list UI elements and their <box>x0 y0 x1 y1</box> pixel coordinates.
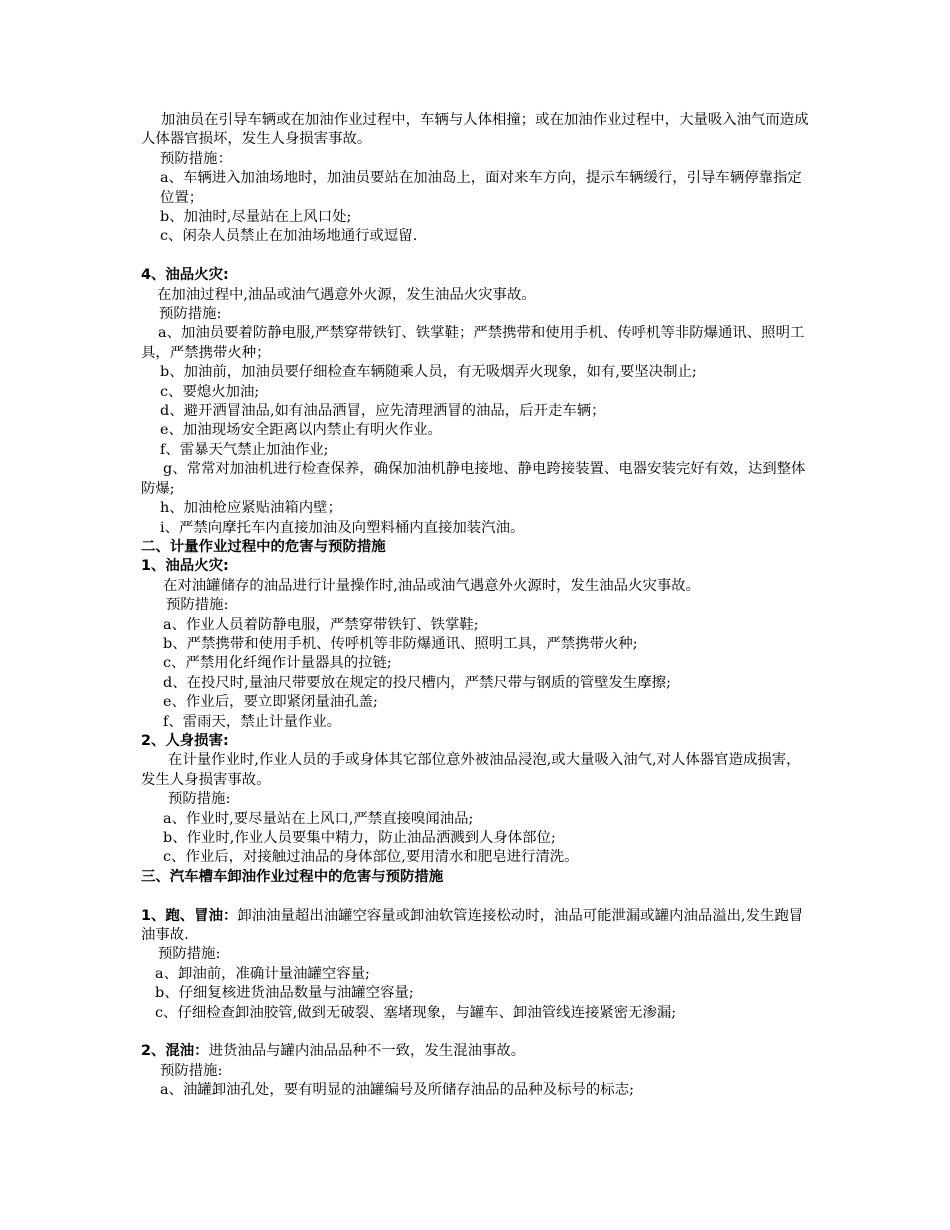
section3-heading: 三、汽车槽车卸油作业过程中的危害与预防措施 <box>141 868 444 885</box>
fire-refuel-item-h: h、加油枪应紧贴油箱内壁； <box>160 500 342 517</box>
section3-mixing-measures-label: 预防措施: <box>160 1062 223 1079</box>
section3-overflow-measures-label: 预防措施: <box>158 946 221 963</box>
fire-refuel-item-b: b、加油前，加油员要仔细检查车辆随乘人员，有无吸烟弄火现象，如有,要坚决制止; <box>160 364 697 381</box>
section2-fire-item-c: c、严禁用化纤绳作计量器具的拉链; <box>163 655 392 672</box>
section3-overflow-block <box>141 907 811 946</box>
section2-injury-item-c: c、作业后，对接触过油品的身体部位,要用清水和肥皂进行清洗。 <box>163 849 579 866</box>
intro-item-a: a、车辆进入加油场地时，加油员要站在加油岛上，面对来车方向，提示车辆缓行，引导车辆停靠指定位置； <box>160 170 802 206</box>
fire-refuel-measures-label: 预防措施: <box>159 306 222 323</box>
section3-overflow-paragraph: 卸油油量超出油罐空容量或卸油软管连接松动时，油品可能泄漏或罐内油品溢出,发生跑冒油事故. <box>141 907 804 944</box>
section3-mixing-heading: 2、混油： <box>141 1043 209 1060</box>
section3-overflow-item-b: b、仔细复核进货油品数量与油罐空容量; <box>155 985 414 1002</box>
section2-fire-item-b: b、严禁携带和使用手机、传呼机等非防爆通讯、照明工具，严禁携带火种; <box>163 635 638 652</box>
section2-fire-measures-label: 预防措施: <box>166 597 229 614</box>
fire-refuel-item-g: g、常常对加油机进行检查保养，确保加油机静电接地、静电跨接装置、电器安装完好有效，达到整体防爆; <box>141 461 806 497</box>
fire-refuel-item-c: c、要熄火加油; <box>160 383 260 400</box>
fire-refuel-item-e: e、加油现场安全距离以内禁止有明火作业。 <box>160 422 442 439</box>
section2-fire-paragraph: 在对油罐储存的油品进行计量操作时,油品或油气遇意外火源时，发生油品火灾事故。 <box>163 577 701 594</box>
fire-refuel-item-d: d、避开洒冒油品,如有油品洒冒，应先清理洒冒的油品，后开走车辆； <box>160 403 606 420</box>
section3-overflow-item-c: c、仔细检查卸油胶管,做到无破裂、塞堵现象，与罐车、卸油管线连接紧密无渗漏; <box>155 1004 677 1021</box>
section3-mixing-item-a: a、油罐卸油孔处，要有明显的油罐编号及所储存油品的品种及标号的标志; <box>160 1082 634 1099</box>
section2-injury-paragraph: 在计量作业时,作业人员的手或身体其它部位意外被油品浸泡,或大量吸入油气,对人体器官造成损害，发生人身损害事故。 <box>141 752 801 788</box>
spacer <box>141 247 811 266</box>
intro-paragraph: 加油员在引导车辆或在加油作业过程中，车辆与人体相撞；或在加油作业过程中，大量吸入油气而造成人体器官损坏，发生人身损害事故。 <box>141 112 809 148</box>
section3-overflow-heading: 1、跑、冒油： <box>141 907 238 924</box>
section2-injury-item-b: b、作业时,作业人员要集中精力，防止油品洒溅到人身体部位; <box>163 830 556 847</box>
section2-fire-heading: 1、油品火灾: <box>141 558 229 575</box>
document-body <box>141 111 811 1101</box>
section3-mixing-block <box>141 1042 811 1061</box>
fire-refuel-item-a: a、加油员要着防静电服,严禁穿带铁钉、铁掌鞋；严禁携带和使用手机、传呼机等非防爆通讯、照明工具，严禁携带火种； <box>141 325 805 361</box>
spacer <box>141 887 811 906</box>
section2-fire-item-d: d、在投尺时,量油尺带要放在规定的投尺槽内，严禁尺带与钢质的管壁发生摩擦; <box>163 674 671 691</box>
intro-item-c: c、闲杂人员禁止在加油场地通行或逗留. <box>160 228 418 245</box>
fire-refuel-item-f: f、雷暴天气禁止加油作业; <box>160 441 329 458</box>
section3-overflow-item-a: a、卸油前，准确计量油罐空容量; <box>155 965 370 982</box>
section2-injury-heading: 2、人身损害: <box>141 732 229 749</box>
section3-mixing-paragraph: 进货油品与罐内油品品种不一致，发生混油事故。 <box>208 1043 526 1060</box>
section2-fire-item-e: e、作业后，要立即紧闭量油孔盖; <box>163 694 378 711</box>
fire-refuel-item-i: i、严禁向摩托车内直接加油及向塑料桶内直接加装汽油。 <box>160 519 525 536</box>
intro-measures-label: 预防措施： <box>160 150 232 167</box>
intro-item-b: b、加油时,尽量站在上风口处; <box>160 209 352 226</box>
spacer <box>141 1023 811 1042</box>
section2-heading: 二、计量作业过程中的危害与预防措施 <box>141 538 386 555</box>
section2-injury-measures-label: 预防措施: <box>168 791 231 808</box>
fire-refuel-heading: 4、油品火灾: <box>141 267 229 284</box>
section2-injury-item-a: a、作业时,要尽量站在上风口,严禁直接嗅闻油品; <box>163 810 474 827</box>
section2-fire-item-f: f、雷雨天，禁止计量作业。 <box>163 713 342 730</box>
fire-refuel-paragraph: 在加油过程中,油品或油气遇意外火源，发生油品火灾事故。 <box>157 286 536 303</box>
section2-fire-item-a: a、作业人员着防静电服，严禁穿带铁钉、铁掌鞋; <box>163 616 479 633</box>
